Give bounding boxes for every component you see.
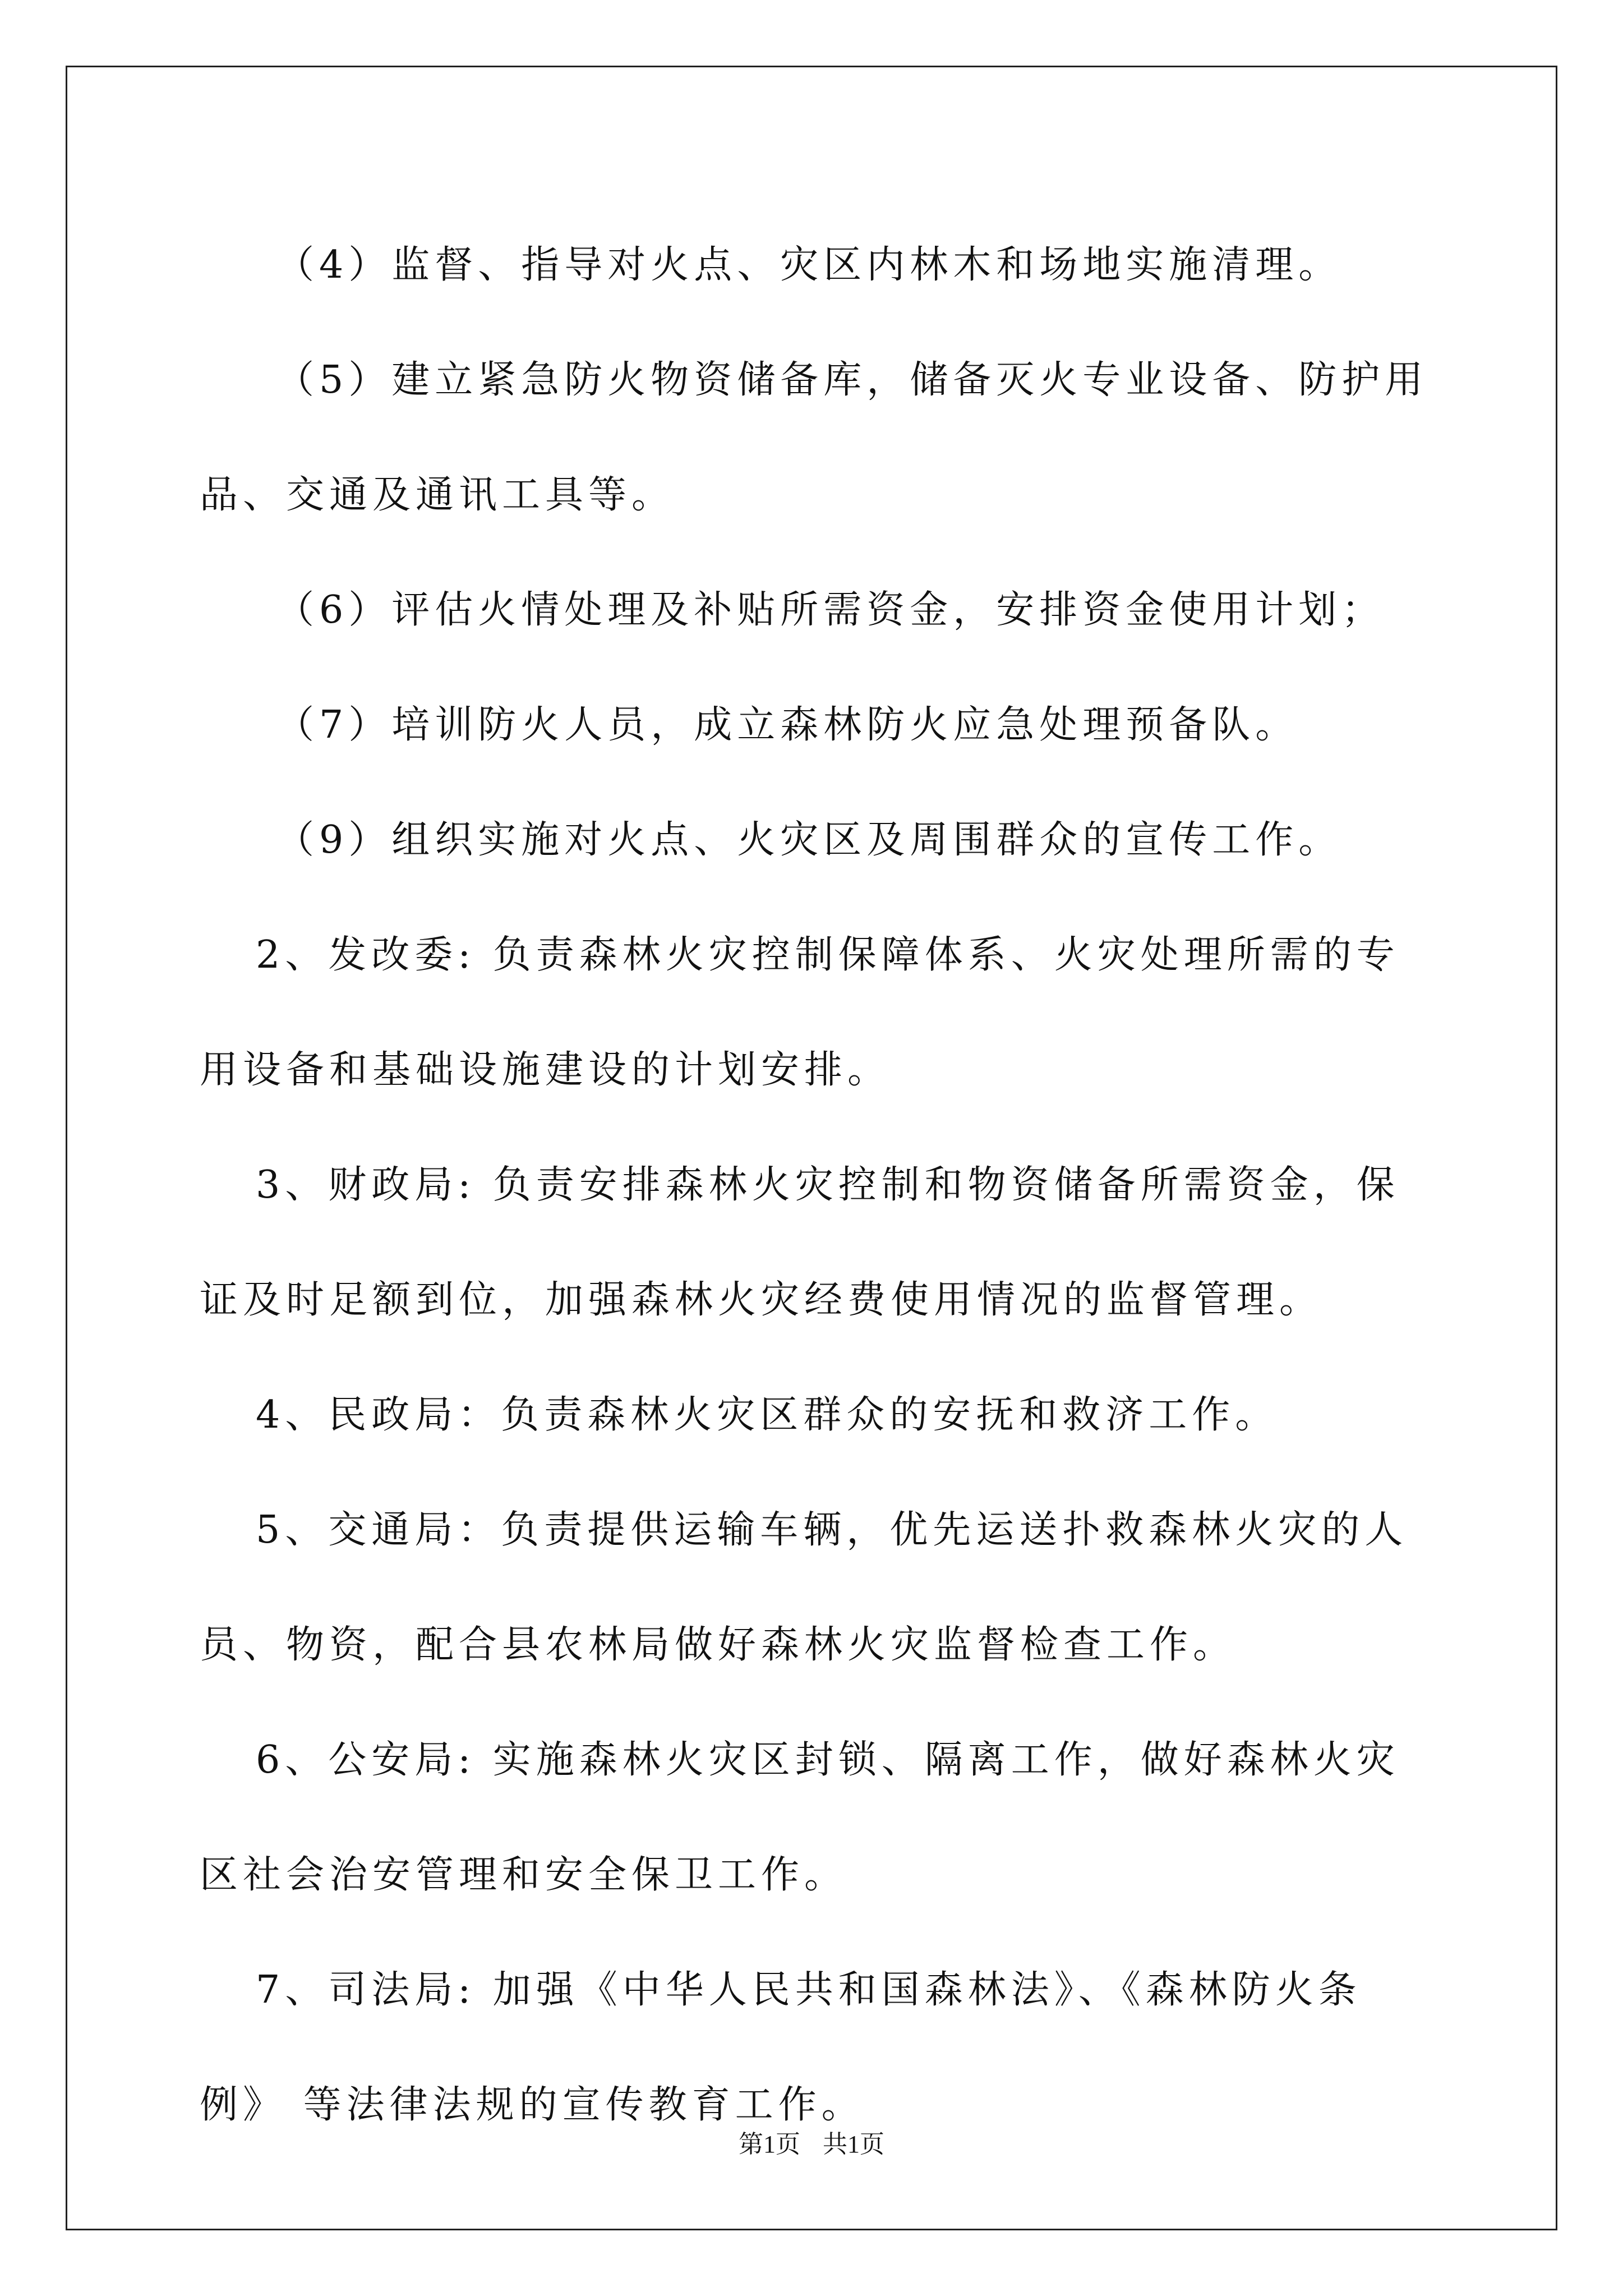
paragraph-item-5: （5）建立紧急防火物资储备库，储备灭火专业设备、防护用品、交通及通讯工具等。 [200, 358, 1428, 517]
paragraph-civil-affairs: 4、民政局：负责森林火灾区群众的安抚和救济工作。 [256, 1393, 1279, 1437]
paragraph-item-4: （4）监督、指导对火点、灾区内林木和场地实施清理。 [276, 243, 1342, 287]
paragraph-development-reform: 2、发改委: 负责森林火灾控制保障体系、火灾处理所需的专用设备和基础设施建设的计划安排。 [200, 933, 1400, 1092]
paragraph-item-7: （7）培训防火人员，成立森林防火应急处理预备队。 [276, 703, 1299, 747]
paragraph-public-security: 6、公安局: 实施森林火灾区封锁、隔离工作，做好森林火灾区社会治安管理和安全保卫工作。 [200, 1738, 1400, 1897]
page-number: 第1页 [739, 2131, 800, 2158]
paragraph-item-9: （9）组织实施对火点、火灾区及周围群众的宣传工作。 [276, 818, 1342, 862]
page-total: 共1页 [823, 2131, 884, 2158]
paragraph-justice-bureau: 7、司法局: 加强《中华人民共和国森林法》、《森林防火条例》 等法律法规的宣传教育工作。 [200, 1968, 1362, 2127]
paragraph-transport-bureau: 5、交通局：负责提供运输车辆，优先运送扑救森林火灾的人员、物资，配合县农林局做好森林火灾监督检查工作。 [200, 1508, 1408, 1667]
document-body [200, 208, 1433, 2162]
page-footer [0, 2124, 1623, 2160]
paragraph-finance-bureau: 3、财政局: 负责安排森林火灾控制和物资储备所需资金，保证及时足额到位，加强森林火灾经费使用情况的监督管理。 [200, 1163, 1400, 1322]
paragraph-item-6: （6）评估火情处理及补贴所需资金，安排资金使用计划； [276, 588, 1385, 632]
